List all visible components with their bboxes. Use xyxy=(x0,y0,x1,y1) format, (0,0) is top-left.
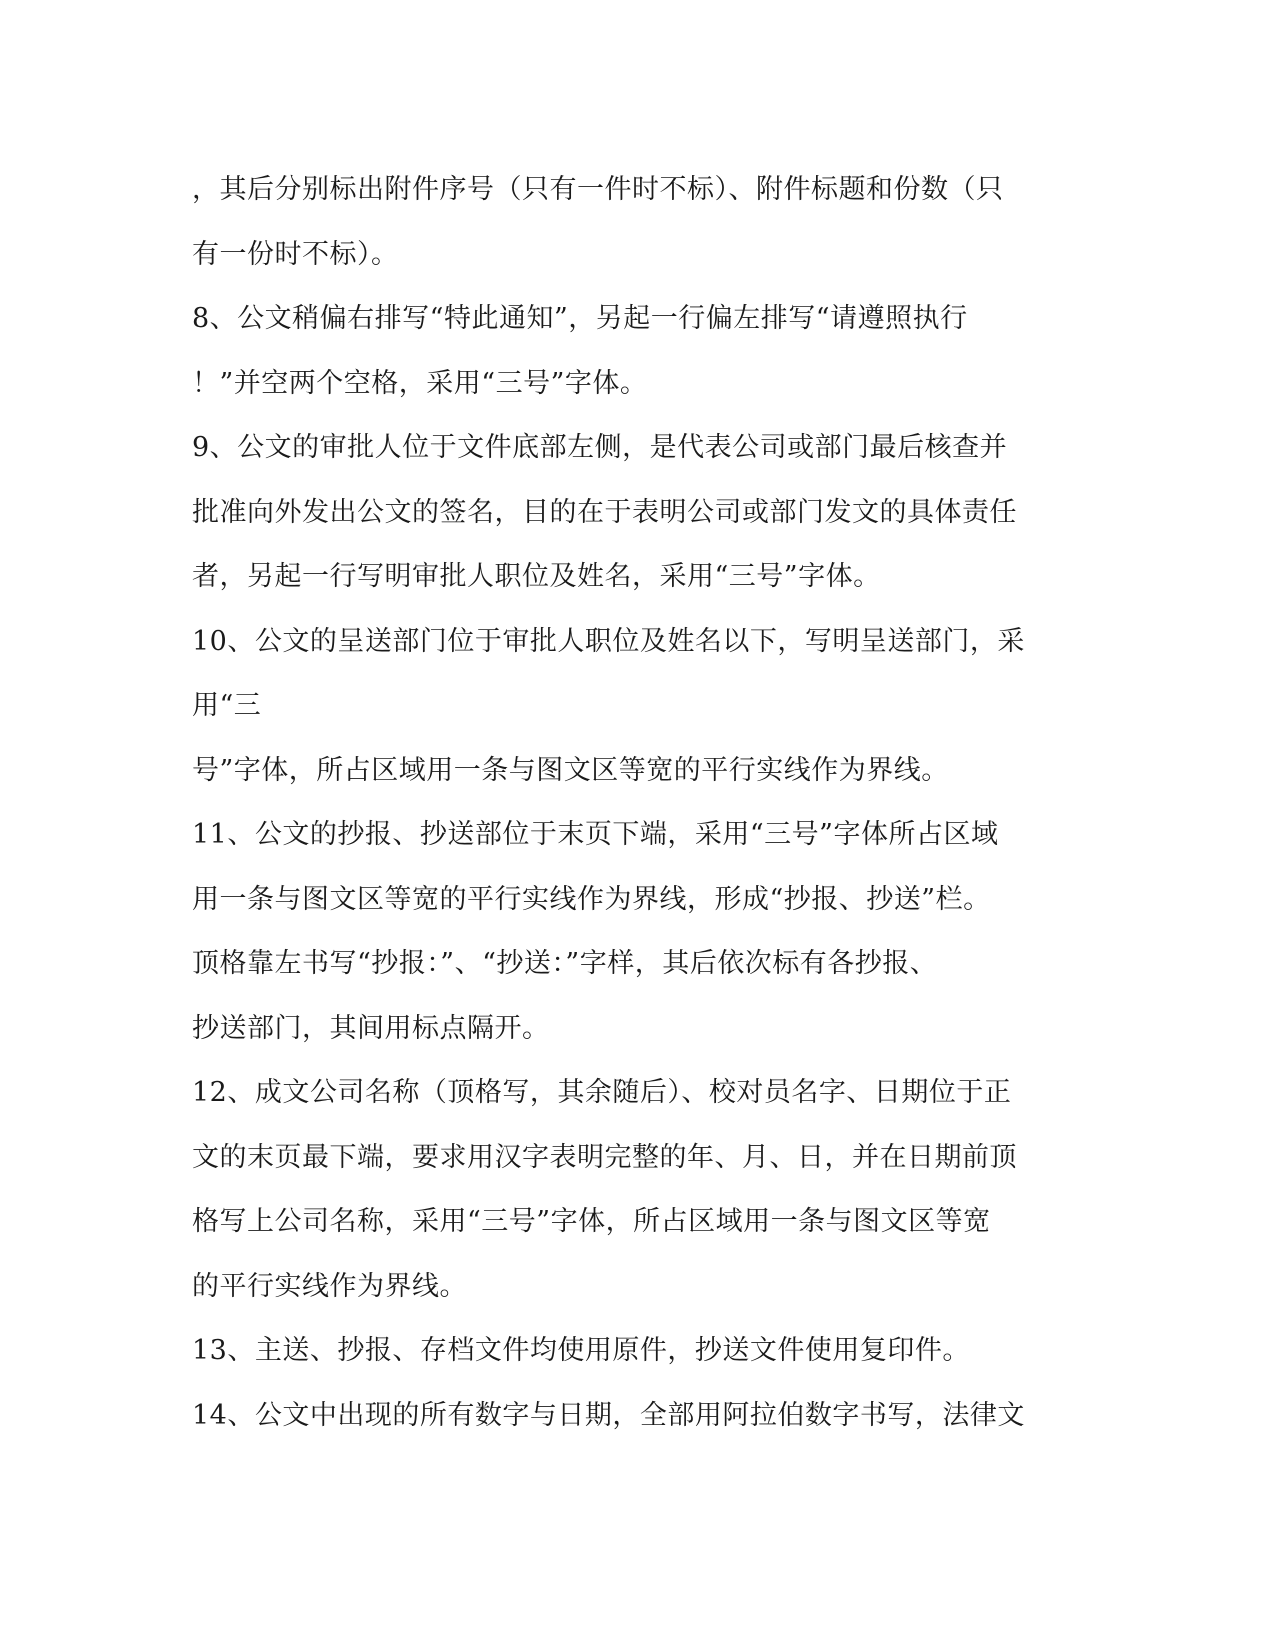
text-line: 顶格靠左书写“抄报：”、“抄送：”字样，其后依次标有各抄报、 xyxy=(192,948,938,979)
text-line: 的平行实线作为界线。 xyxy=(192,1270,467,1302)
text-line: 抄送部门，其间用标点隔开。 xyxy=(192,1012,550,1044)
text-line: 号”字体，所占区域用一条与图文区等宽的平行实线作为界线。 xyxy=(192,754,949,786)
text-line: 有一份时不标）。 xyxy=(192,238,399,270)
text-line: ，其后分别标出附件序号（只有一件时不标）、附件标题和份数（只 xyxy=(192,174,1004,205)
text-line: 批准向外发出公文的签名，目的在于表明公司或部门发文的具体责任 xyxy=(192,496,1017,528)
text-line: 格写上公司名称，采用“三号”字体，所占区域用一条与图文区等宽 xyxy=(192,1206,991,1237)
text-line: 9、公文的审批人位于文件底部左侧，是代表公司或部门最后核查并 xyxy=(192,432,1008,463)
text-line: 11、公文的抄报、抄送部位于末页下端，采用“三号”字体所占区域 xyxy=(192,819,999,850)
text-line: 文的末页最下端，要求用汉字表明完整的年、月、日，并在日期前顶 xyxy=(192,1141,1017,1173)
text-line: 者，另起一行写明审批人职位及姓名，采用“三号”字体。 xyxy=(192,561,881,592)
text-line: 8、公文稍偏右排写“特此通知”，另起一行偏左排写“请遵照执行 xyxy=(192,303,968,334)
text-line: 14、公文中出现的所有数字与日期，全部用阿拉伯数字书写，法律文 xyxy=(192,1399,1025,1431)
text-line: 13、主送、抄报、存档文件均使用原件，抄送文件使用复印件。 xyxy=(192,1335,970,1366)
text-line: 10、公文的呈送部门位于审批人职位及姓名以下，写明呈送部门，采 xyxy=(192,625,1025,657)
body-text xyxy=(192,158,1072,1448)
text-line: 用一条与图文区等宽的平行实线作为界线，形成“抄报、抄送”栏。 xyxy=(192,883,991,915)
text-line: 用“三 xyxy=(192,690,262,721)
text-line: 12、成文公司名称（顶格写，其余随后）、校对员名字、日期位于正 xyxy=(192,1077,1012,1108)
text-line: ！”并空两个空格，采用“三号”字体。 xyxy=(192,367,648,399)
